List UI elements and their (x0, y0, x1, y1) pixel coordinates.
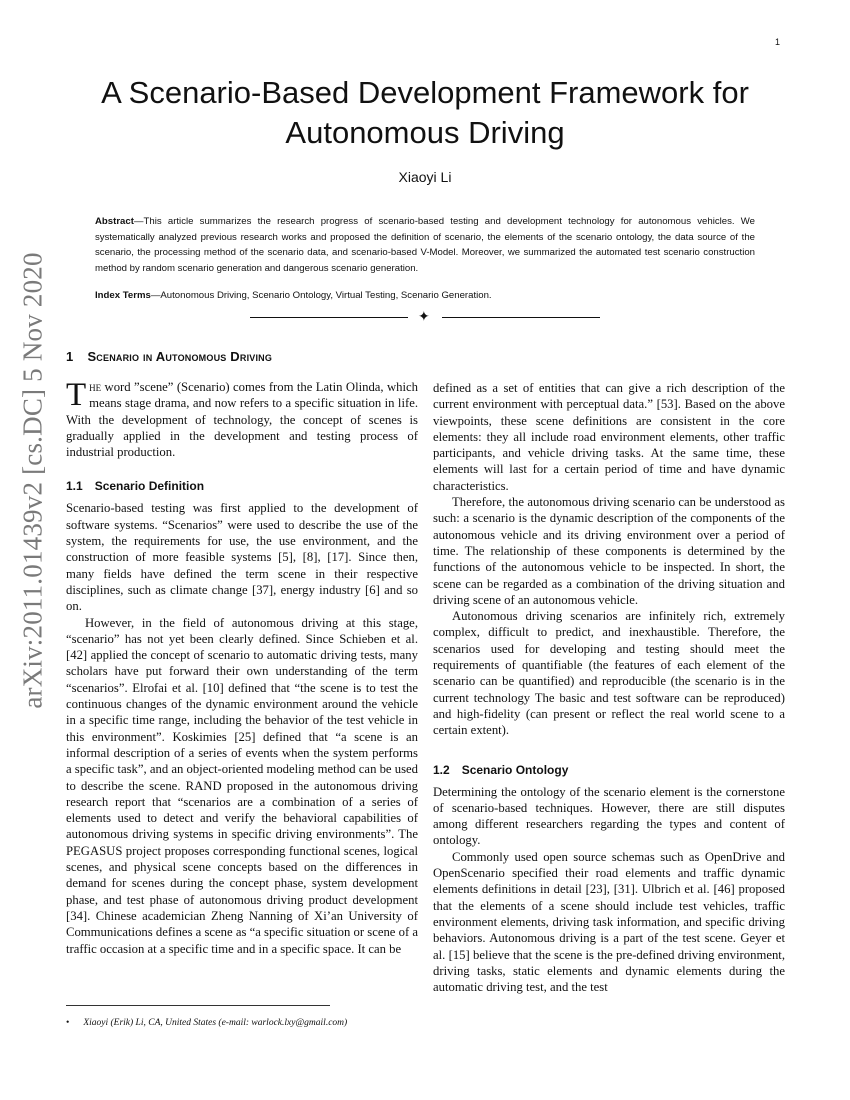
abstract-label: Abstract (95, 216, 134, 227)
body-paragraph: Scenario-based testing was first applied to the development of software systems. “Scenarios” were used to describe the use of the system, the requirements for use, the use environment, and the construction of more feasible systems [5], [8], [17]. Since then, many fields have defined the term scene in their respective disciplines, such as climate change [37], energy industry [6] and so on. (66, 501, 418, 614)
dropcap-letter: T (66, 377, 87, 413)
arxiv-stamp-text: arXiv:2011.01439v2 [cs.DC] 5 Nov 2020 (17, 251, 48, 709)
right-column (433, 380, 785, 995)
body-paragraph: However, in the field of autonomous driving at this stage, “scenario” has not yet been clearly defined. Since Schieben et al. [42] applied the concept of scenario to automatic driving tests, many scholars have put forward their own understanding of the term “scenarios”. Elrofai et al. [10] defined that “the scene is to test the continuous changes of the dynamic environment around the vehicle in a specific time range, including the behavior of the test vehicle in this environment”. Koskimies [25] defined that “a scene is an informal description of a series of events when the system performs a specific task”, and an object-oriented modeling method can be used to describe the scene. RAND proposed in the autonomous driving research report that “scenarios are a combination of a series of elements used to detect and verify the behavioral capabilities of autonomous driving systems in specific driving environments”. The PEGASUS project proposes corresponding functional scenes, logical scenes, and physical scene concepts based on the differences in demand for scenes during the concept phase, system development phase, and test phase of autonomous driving product development [34]. Chinese academician Zheng Nanning of Xi’an University of Communications defines a scene as “a specific situation or scene of a traffic occasion at a specific time and in a specific space. It can be (66, 615, 418, 956)
subsection-number: 1.2 (433, 762, 450, 777)
body-paragraph: Determining the ontology of the scenario element is the cornerstone of scenario-based techniques. However, there are still disputes among different researchers regarding the types and content of ontology. (433, 784, 785, 848)
divider-line-left (250, 317, 408, 318)
body-paragraph: defined as a set of entities that can give a rich description of the current environment with perceptual data.” [53]. Based on the above viewpoints, these scene definitions are consistent in the core elements: they all include road environment elements, other traffic participants, and vehicle driving tasks. At the same time, these elements will last for a certain period of time and have dynamic characteristics. (433, 381, 785, 493)
divider-line-right (442, 317, 600, 318)
subsection-number: 1.1 (66, 479, 83, 494)
index-terms (95, 288, 755, 303)
intro-smallcaps: he (89, 380, 102, 394)
abstract (95, 214, 755, 276)
footnote (66, 1017, 418, 1030)
body-paragraph: Therefore, the autonomous driving scenario can be understood as such: a scenario is the dynamic description of the components of the autonomous vehicle and its driving environment over a period of time. The relationship of these components is determined by the functions of the autonomous vehicle to be inspected. In short, the scene can be regarded as a combination of the driving situation and driving scene of an autonomous vehicle. (433, 495, 785, 607)
arxiv-identifier-stamp (8, 251, 58, 709)
footnote-bullet-icon: • (66, 1018, 70, 1028)
page-number: 1 (774, 37, 780, 47)
paper-title: A Scenario-Based Development Framework for Autonomous Driving (101, 75, 749, 150)
footnote-text: Xiaoyi (Erik) Li, CA, United States (e-mail: warlock.lxy@gmail.com) (83, 1018, 348, 1028)
left-column (66, 379, 418, 957)
divider-diamond-icon: ✦ (418, 309, 430, 325)
section-title: Scenario in Autonomous Driving (87, 349, 273, 364)
body-paragraph: Commonly used open source schemas such as OpenDrive and OpenScenario specified their road elements and traffic dynamic elements definitions in detail [23], [31]. Ulbrich et al. [46] proposed that the elements of a scene should include test vehicles, traffic environment elements, driving task information, and specific driving behaviors. Autonomous driving is a part of the test scene. Geyer et al. [15] believe that the scene is the pre-defined driving environment, driving tasks, static elements and dynamic elements during the automatic driving test, and the test (433, 849, 785, 995)
section-number: 1 (66, 349, 74, 364)
subsection-heading-definition (66, 478, 418, 494)
index-terms-label: Index Terms (95, 290, 151, 301)
section-heading (66, 349, 272, 364)
intro-text: word ”scene” (Scenario) comes from the Latin Olinda, which means stage drama, and now refers to a specific situation in life. With the development of technology, the concept of scenes is gradually applied in the development and testing process of industrial production. (66, 380, 418, 460)
intro-paragraph (66, 379, 418, 460)
abstract-text: —This article summarizes the research progress of scenario-based testing and development technology for autonomous vehicles. We systematically analyzed previous research works and proposed the definition of scenario, the elements of the scenario ontology, the data source of the scenario, the processing method of the scenario data, and scenario-based V-Model. Moreover, we summarized the automated test scenario construction method by random scenario generation and dangerous scenario generation. (95, 216, 755, 274)
subsection-heading-ontology (433, 762, 785, 778)
subsection-title: Scenario Ontology (461, 762, 569, 777)
index-terms-text: —Autonomous Driving, Scenario Ontology, Virtual Testing, Scenario Generation. (150, 290, 492, 301)
footnote-rule (66, 1005, 330, 1006)
body-paragraph: Autonomous driving scenarios are infinitely rich, extremely complex, difficult to predict, and inexhaustible. Therefore, the scenarios used for developing and testing should meet the requirements of quantifiable (the features of each element of the scenario can be quantified) and reproducible (the scenario is in the current technology The basic and test software can be reproduced) and high-fidelity (can present or reflect the real world scene to a certain extent). (433, 609, 785, 738)
paper-author: Xiaoyi Li (398, 169, 452, 185)
subsection-title: Scenario Definition (94, 479, 205, 494)
section-divider (0, 309, 850, 327)
